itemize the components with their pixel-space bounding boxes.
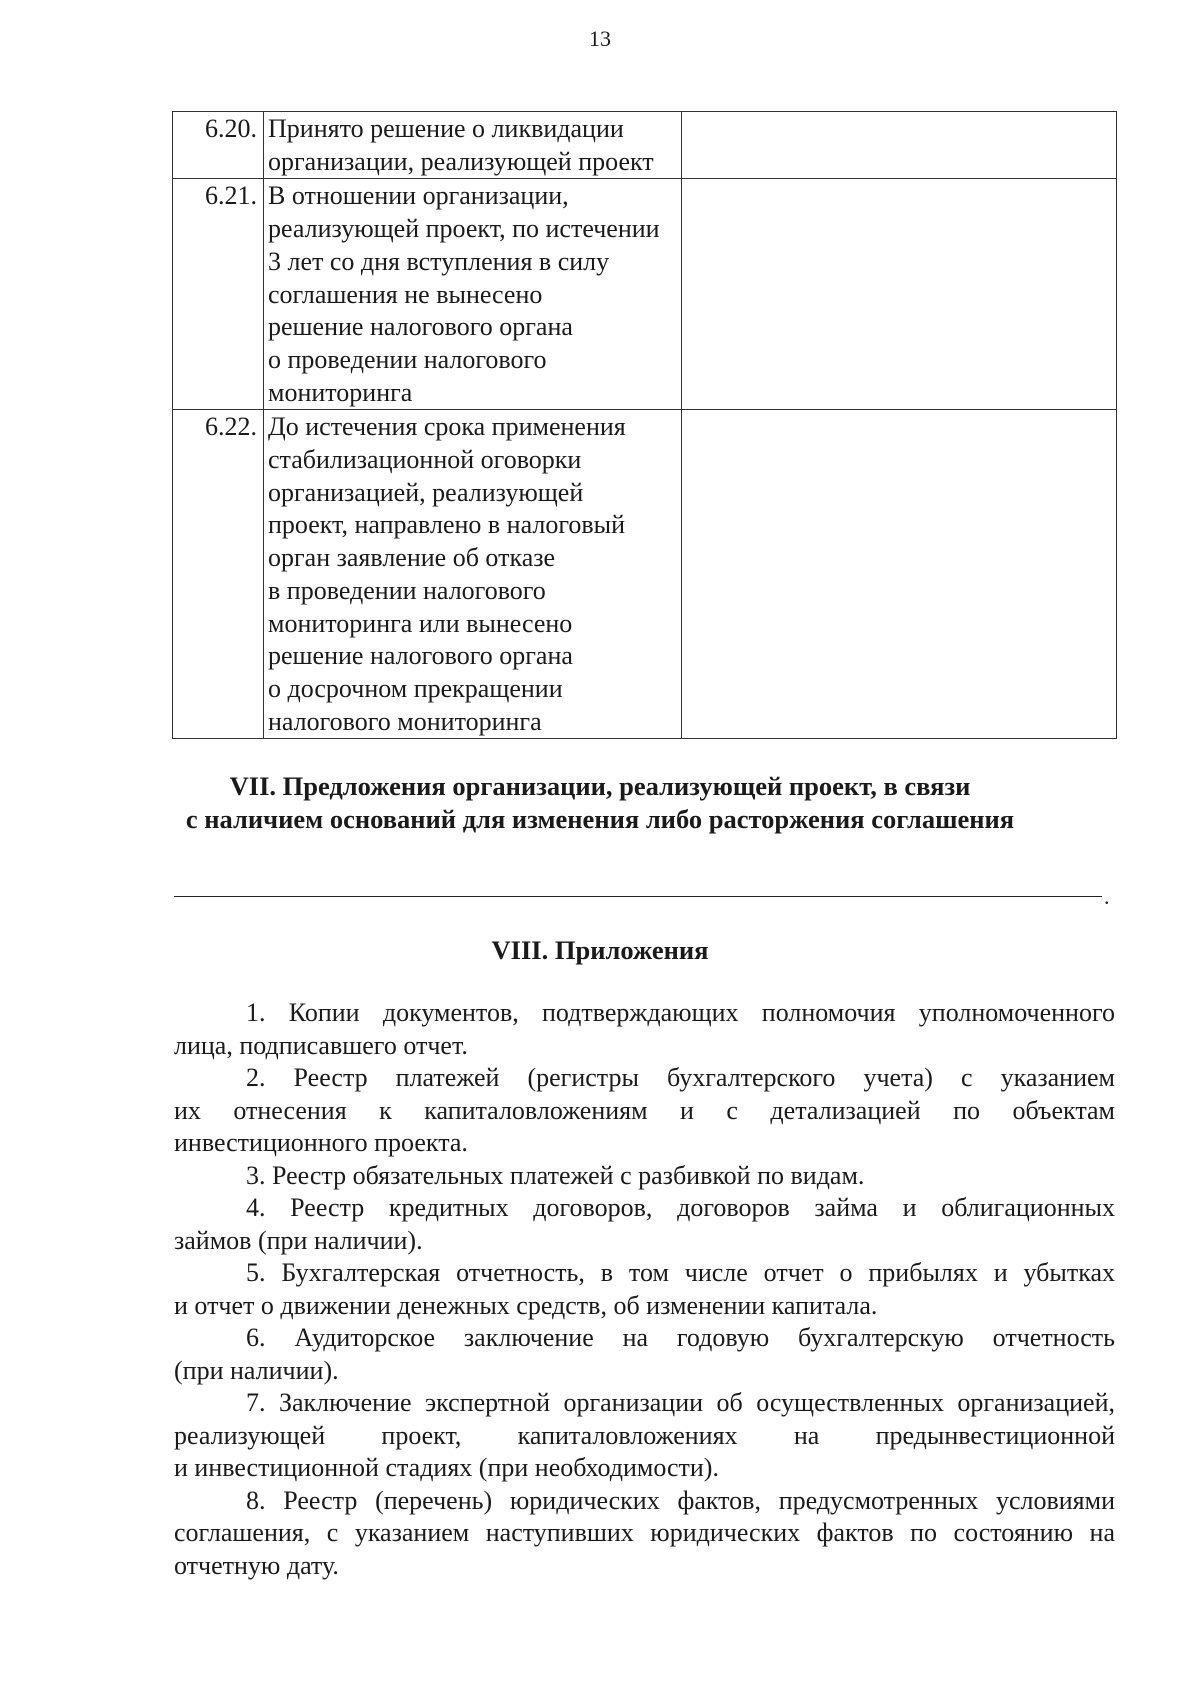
condition-line: орган заявление об отказе: [268, 543, 556, 573]
attachment-line: их отнесения к капиталовложениям и с детализацией по объектам: [174, 1095, 1115, 1125]
attachment-item: [174, 1160, 1115, 1193]
attachment-item: [174, 1257, 1115, 1322]
attachment-item: [174, 1062, 1115, 1160]
attachment-item: [174, 1322, 1115, 1387]
conditions-table: [172, 111, 1117, 739]
condition-line: мониторинга или вынесено: [268, 608, 573, 638]
row-condition: [264, 410, 682, 739]
attachment-line: 6. Аудиторское заключение на годовую бухгалтерскую отчетность: [246, 1323, 1115, 1352]
attachment-line: (при наличии).: [174, 1355, 339, 1385]
condition-line: решение налогового органа: [268, 312, 573, 342]
condition-line: о проведении налогового: [268, 344, 547, 374]
attachment-line: и отчет о движении денежных средств, об изменении капитала.: [174, 1290, 878, 1320]
attachment-line: лица, подписавшего отчет.: [174, 1030, 468, 1060]
attachment-line: займов (при наличии).: [174, 1225, 423, 1255]
attachment-line: инвестиционного проекта.: [174, 1128, 468, 1157]
condition-line: о досрочном прекращении: [268, 673, 563, 703]
attachment-line: реализующей проект, капиталовложениях на предынвестиционной: [174, 1420, 1115, 1450]
attachment-line: 8. Реестр (перечень) юридических фактов, предусмотренных условиями: [246, 1485, 1115, 1515]
attachment-line: отчетную дату.: [174, 1550, 339, 1580]
row-value-cell: [682, 410, 1117, 739]
row-value-cell: [682, 179, 1117, 410]
attachment-line: соглашения, с указанием наступивших юридических фактов по состоянию на: [174, 1518, 1115, 1547]
row-condition: [264, 179, 682, 410]
condition-line: реализующей проект, по истечении: [268, 214, 660, 244]
section-7-title: [0, 770, 1200, 836]
row-value-cell: [682, 112, 1117, 179]
condition-line: проект, направлено в налоговый: [268, 510, 626, 540]
attachment-item: [174, 997, 1115, 1062]
condition-line: До истечения срока применения: [268, 412, 626, 442]
condition-line: соглашения не вынесено: [268, 279, 543, 309]
proposal-blank-line: [174, 896, 1102, 897]
attachment-item: [174, 1387, 1115, 1485]
attachment-line: 4. Реестр кредитных договоров, договоров займа и облигационных: [246, 1193, 1115, 1222]
table-row: [173, 112, 1117, 179]
attachment-line: 2. Реестр платежей (регистры бухгалтерского учета) с указанием: [246, 1063, 1115, 1092]
condition-line: стабилизационной оговорки: [268, 445, 582, 475]
condition-line: В отношении организации,: [268, 181, 569, 211]
attachment-line: и инвестиционной стадиях (при необходимости).: [174, 1453, 719, 1482]
condition-line: в проведении налогового: [268, 575, 546, 605]
condition-line: организацией, реализующей: [268, 477, 584, 507]
condition-line: мониторинга: [268, 377, 413, 407]
row-number: 6.22.: [173, 410, 264, 739]
attachment-item: [174, 1192, 1115, 1257]
row-number: 6.20.: [173, 112, 264, 179]
condition-line: решение налогового органа: [268, 641, 573, 671]
section-7-title-line-2: с наличием оснований для изменения либо расторжения соглашения: [185, 804, 1015, 834]
condition-line: организации, реализующей проект: [268, 146, 654, 176]
page-number: 13: [589, 26, 611, 51]
attachments-list: [174, 997, 1115, 1582]
table-row: [173, 179, 1117, 410]
condition-line: Принято решение о ликвидации: [268, 114, 624, 143]
condition-line: 3 лет со дня вступления в силу: [268, 246, 610, 276]
row-number: 6.21.: [173, 179, 264, 410]
section-7-title-line-1: VII. Предложения организации, реализующей проект, в связи: [229, 771, 971, 801]
attachment-line: 5. Бухгалтерская отчетность, в том числе отчет о прибылях и убытках: [246, 1258, 1115, 1287]
attachment-item: [174, 1485, 1115, 1583]
row-condition: [264, 112, 682, 179]
attachment-line: 7. Заключение экспертной организации об осуществленных организацией,: [246, 1388, 1115, 1417]
attachment-line: 1. Копии документов, подтверждающих полномочия уполномоченного: [246, 998, 1115, 1027]
table-row: [173, 410, 1117, 739]
attachment-line: 3. Реестр обязательных платежей с разбивкой по видам.: [246, 1160, 865, 1190]
condition-line: налогового мониторинга: [268, 706, 542, 736]
proposal-end-dot: .: [1104, 884, 1110, 909]
section-8-title: VIII. Приложения: [491, 935, 709, 965]
